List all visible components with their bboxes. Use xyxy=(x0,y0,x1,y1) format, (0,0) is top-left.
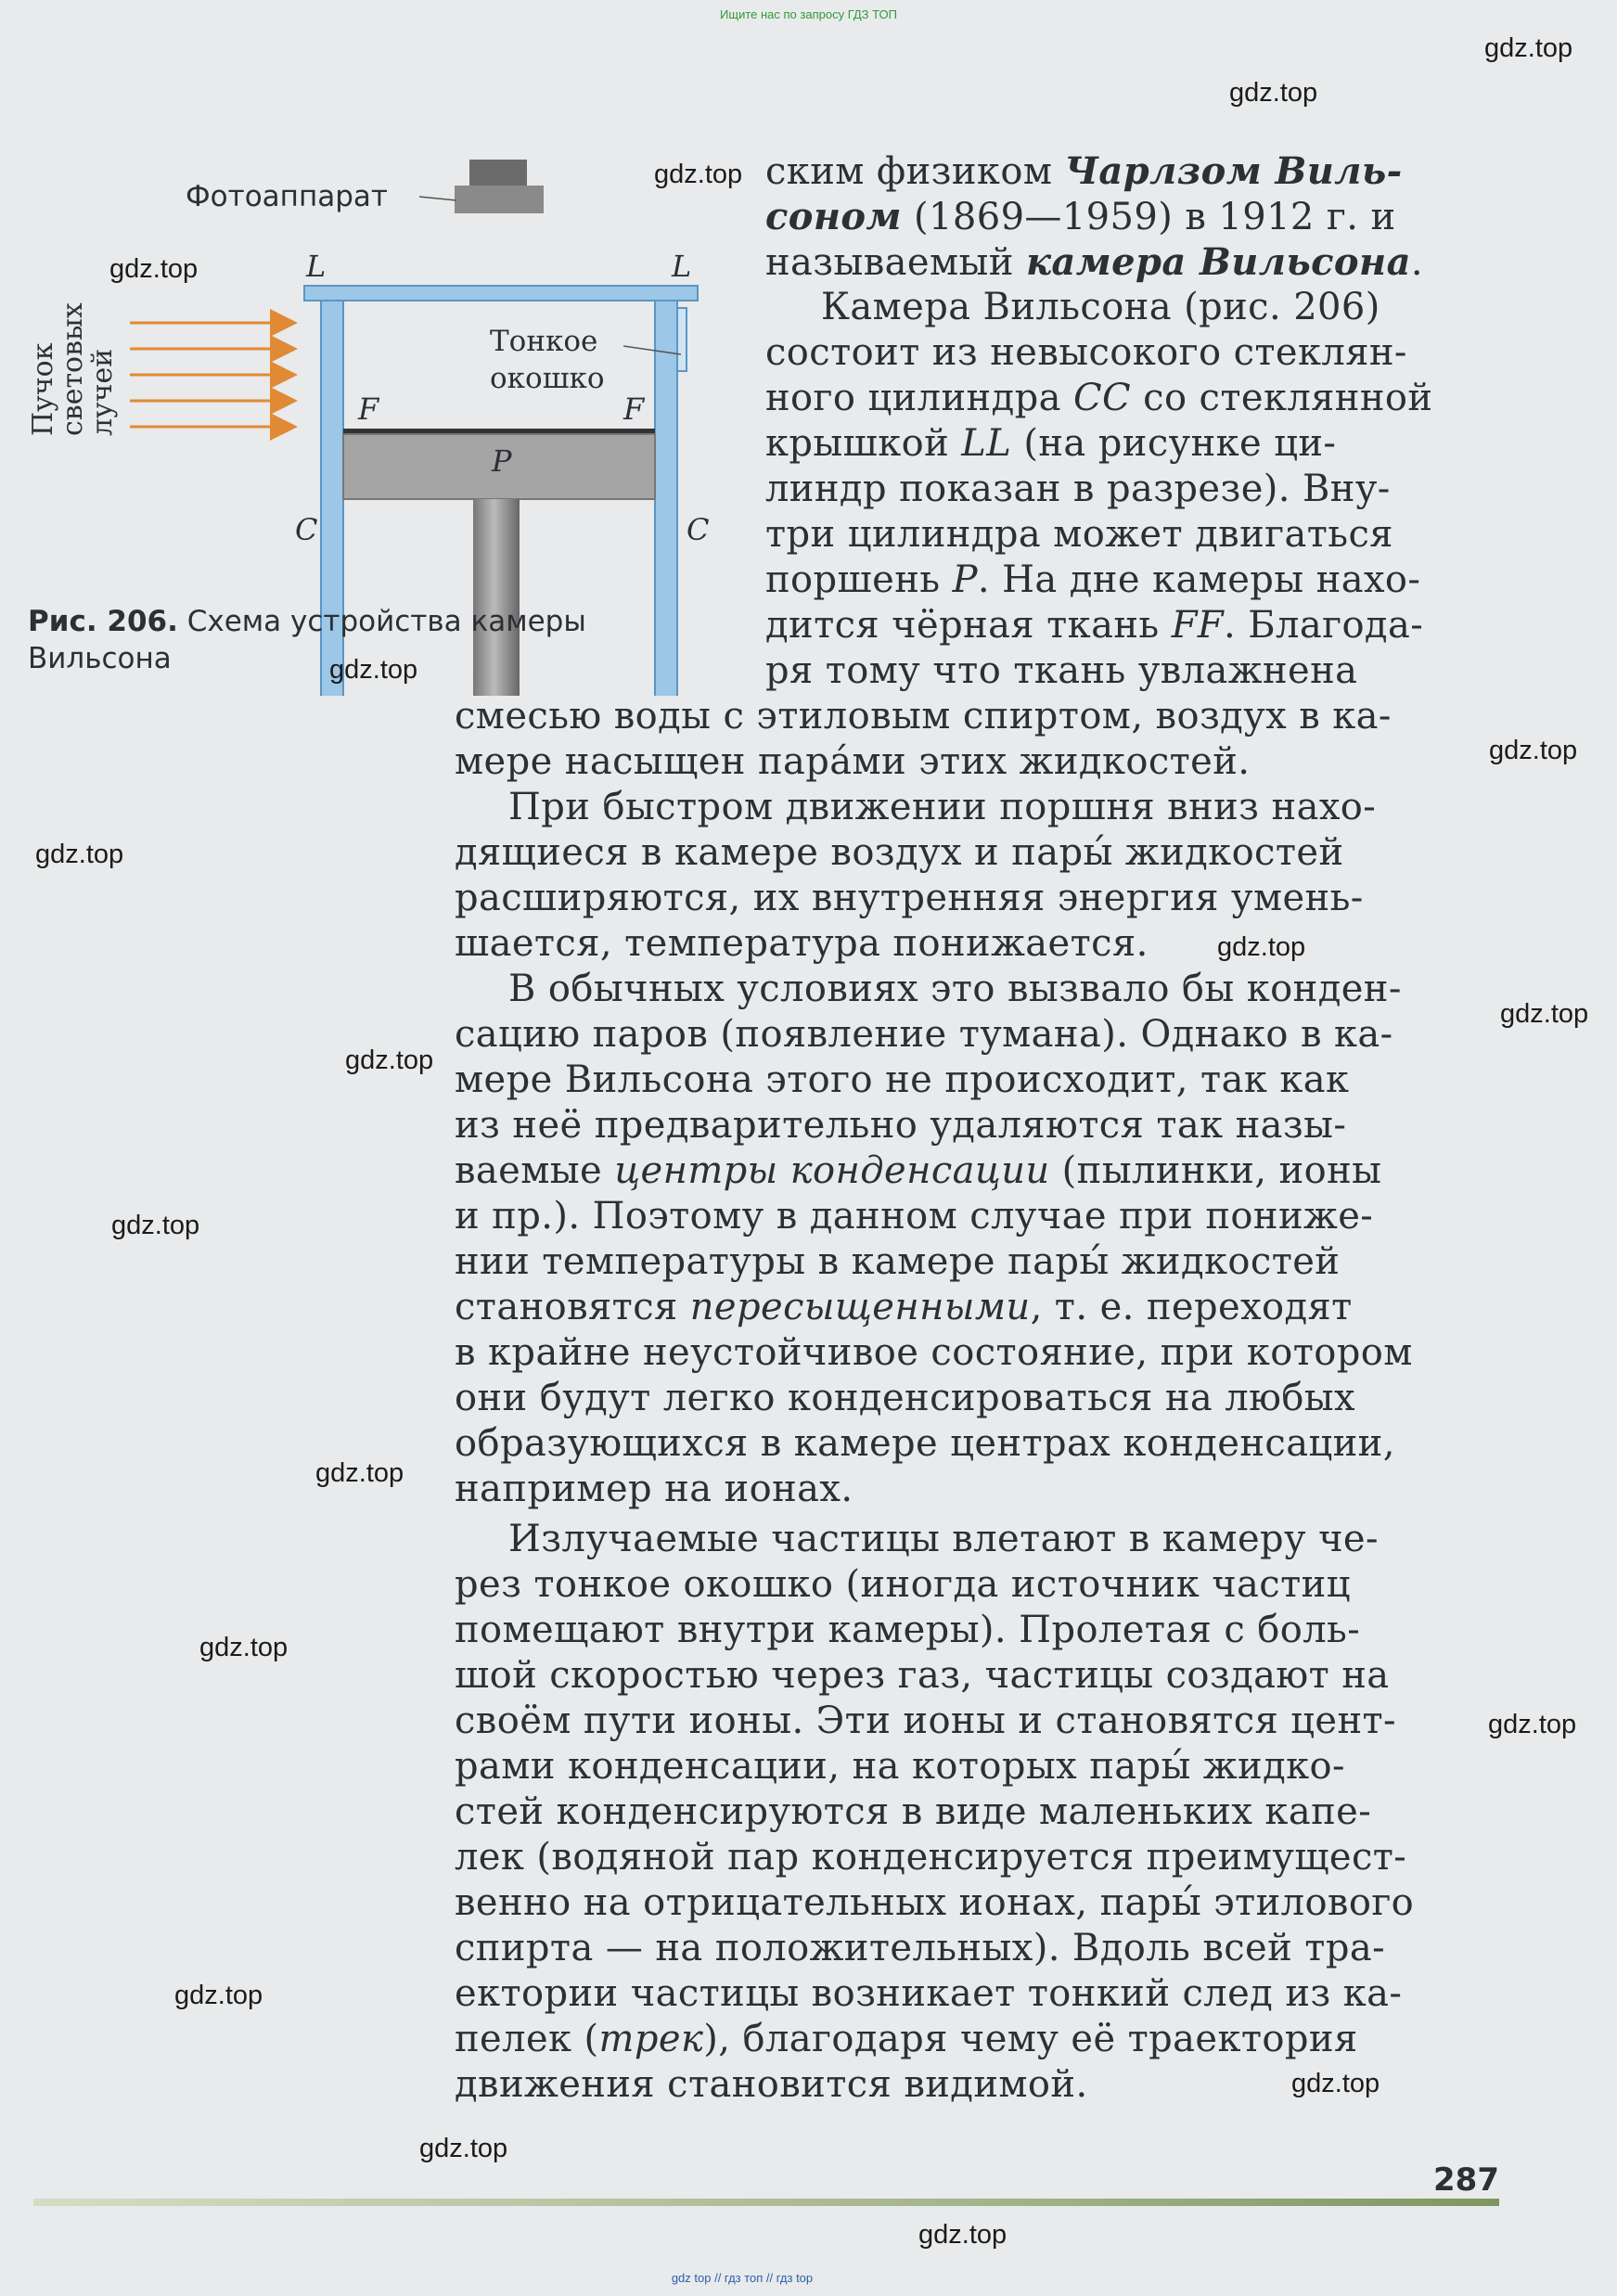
window-label-line2: окошко xyxy=(490,362,605,395)
text-line: дящиеся в камере воздух и пары́ жидкостей xyxy=(455,831,1344,874)
text-line: ря тому что ткань увлажнена xyxy=(765,649,1358,692)
watermark-text: gdz.top xyxy=(1291,2069,1380,2098)
letter-c-right: C xyxy=(687,512,710,547)
text-line: спирта — на положительных). Вдоль всей тра- xyxy=(455,1927,1386,1969)
text-line: шается, температура понижается. xyxy=(455,922,1149,965)
watermark-text: gdz.top xyxy=(1229,78,1318,108)
caption-text-line2: Вильсона xyxy=(28,642,172,675)
beam-label-line2: световых xyxy=(57,302,89,436)
camera-label: Фотоаппарат xyxy=(186,180,388,213)
text-line: помещают внутри камеры). Пролетая с боль- xyxy=(455,1609,1361,1651)
top-banner: Ищите нас по запросу ГДЗ ТОП xyxy=(720,7,897,21)
letter-l-left: L xyxy=(306,249,327,284)
text-line: В обычных условиях это вызвало бы конден- xyxy=(508,968,1402,1010)
letter-l-right: L xyxy=(672,249,692,284)
text-line: своём пути ионы. Эти ионы и становятся цент- xyxy=(455,1700,1396,1742)
text-line: поршень P. На дне камеры нахо- xyxy=(765,558,1421,601)
watermark-text: gdz.top xyxy=(1489,736,1578,765)
text-line: смесью воды с этиловым спиртом, воздух в ка- xyxy=(455,695,1392,738)
glass-lid xyxy=(304,286,698,301)
watermark-text: gdz.top xyxy=(419,2134,508,2163)
page-number: 287 xyxy=(1433,2161,1499,2199)
camera-pointer xyxy=(419,197,456,200)
text-line: образующихся в камере центрах конденсации, xyxy=(455,1422,1395,1465)
text-line: венно на отрицательных ионах, пары́ этилового xyxy=(455,1881,1415,1924)
text-line: расширяются, их внутренняя энергия умень- xyxy=(455,877,1364,919)
watermark-text: gdz.top xyxy=(1500,999,1589,1029)
thin-window xyxy=(677,308,687,371)
text-line: состоит из невысокого стеклян- xyxy=(765,331,1407,374)
watermark-text: gdz.top xyxy=(1488,1710,1577,1739)
watermark-text: gdz.top xyxy=(1484,33,1573,63)
caption-number: Рис. 206. xyxy=(28,605,178,638)
bottom-banner: gdz top // гдз топ // гдз top xyxy=(671,2271,814,2285)
text-line: мере насыщен парáми этих жидкостей. xyxy=(455,740,1251,783)
text-line: рез тонкое окошко (иногда источник частиц xyxy=(455,1563,1351,1606)
text-line: ским физиком Чарлзом Виль- xyxy=(765,149,1403,193)
caption-text-line1: Схема устройства камеры xyxy=(177,605,586,638)
text-line: лек (водяной пар конденсируется преимущест- xyxy=(455,1836,1407,1879)
text-line: крышкой LL (на рисунке ци- xyxy=(765,422,1337,465)
watermark-text: gdz.top xyxy=(315,1458,404,1488)
text-line: рами конденсации, на которых пары́ жидко- xyxy=(455,1745,1345,1788)
text-line: нии температуры в камере пары́ жидкостей xyxy=(455,1240,1341,1283)
text-line: в крайне неустойчивое состояние, при котором xyxy=(455,1331,1413,1374)
window-label-line1: Тонкое xyxy=(490,325,598,358)
right-wall xyxy=(655,301,677,696)
beam-label xyxy=(27,302,119,436)
light-beam-arrows xyxy=(130,323,295,427)
text-line: они будут легко конденсироваться на любых xyxy=(455,1377,1355,1419)
letter-f-right: F xyxy=(623,391,645,427)
text-line: линдр показан в разрезе). Вну- xyxy=(765,468,1391,510)
text-line: сацию паров (появление тумана). Однако в ка- xyxy=(455,1013,1393,1056)
text-line: движения становится видимой. xyxy=(455,2063,1088,2106)
watermark-text: gdz.top xyxy=(111,1211,200,1240)
text-line: Излучаемые частицы влетают в камеру че- xyxy=(508,1518,1379,1560)
watermark-text: gdz.top xyxy=(329,655,418,685)
watermark-text: gdz.top xyxy=(174,1981,263,2010)
letter-p: P xyxy=(492,443,512,479)
text-line: ваемые центры конденсации (пылинки, ионы xyxy=(455,1149,1382,1192)
watermark-text: gdz.top xyxy=(35,840,124,869)
watermark-text: gdz.top xyxy=(199,1633,289,1662)
text-line: из неё предварительно удаляются так назы- xyxy=(455,1104,1347,1147)
text-line: три цилиндра может двигаться xyxy=(765,513,1393,556)
text-line: стей конденсируются в виде маленьких капе- xyxy=(455,1790,1372,1833)
text-line: шой скоростью через газ, частицы создают на xyxy=(455,1654,1390,1697)
footer-rule xyxy=(33,2199,1499,2206)
text-line: соном (1869—1959) в 1912 г. и xyxy=(765,195,1396,238)
figure-caption xyxy=(28,603,622,677)
text-line: и пр.). Поэтому в данном случае при пониже- xyxy=(455,1195,1374,1238)
text-line: дится чёрная ткань FF. Благода- xyxy=(765,604,1424,647)
letter-f-left: F xyxy=(358,391,379,427)
camera-icon xyxy=(455,160,544,213)
beam-label-line3: лучей xyxy=(86,348,119,436)
watermark-text: gdz.top xyxy=(654,160,743,189)
watermark-text: gdz.top xyxy=(345,1045,434,1075)
text-line: называемый камера Вильсона. xyxy=(765,240,1424,284)
text-line: пелек (трек), благодаря чему её траектория xyxy=(455,2018,1358,2060)
text-line: становятся пересыщенными, т. е. переходят xyxy=(455,1286,1353,1328)
text-line: мере Вильсона этого не происходит, так как xyxy=(455,1058,1350,1101)
text-line: Камера Вильсона (рис. 206) xyxy=(821,286,1380,328)
beam-label-line1: Пучок xyxy=(27,342,59,436)
letter-c-left: C xyxy=(295,512,318,547)
text-line: например на ионах. xyxy=(455,1468,853,1510)
text-line: ектории частицы возникает тонкий след из ка- xyxy=(455,1972,1403,2015)
text-line: ного цилиндра CC со стеклянной xyxy=(765,377,1433,419)
text-line: При быстром движении поршня вниз нахо- xyxy=(508,786,1377,828)
watermark-text: gdz.top xyxy=(109,254,199,284)
watermark-text: gdz.top xyxy=(1217,932,1306,962)
watermark-text: gdz.top xyxy=(918,2220,1007,2250)
